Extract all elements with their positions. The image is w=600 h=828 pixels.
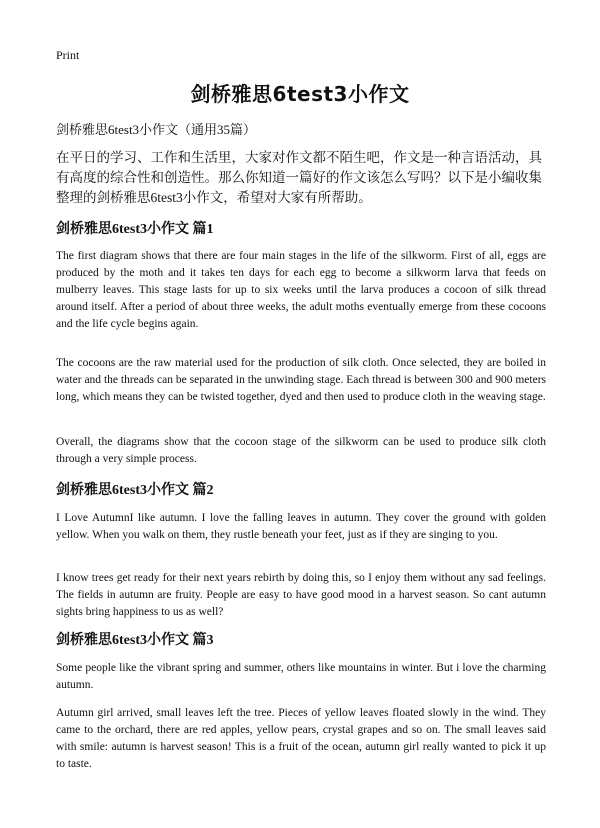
section-heading-2: 剑桥雅思6test3小作文 篇2 (56, 483, 214, 498)
section-1-paragraph-2: The cocoons are the raw material used for the production of silk cloth. Once selected, they are boiled in water and the threads can be separated in the unwinding stage. Each thread is between 300 and 900 meters long, which means they can be twisted together, dyed and then used to produce cloth in the weaving stage. (56, 357, 546, 403)
section-2-paragraph-2: I know trees get ready for their next years rebirth by doing this, so I enjoy them without any sad feelings. The fields in autumn are fruity. People are easy to have good mood in a harvest season. So cant autumn sights bring happiness to us as well? (56, 572, 546, 618)
section-1-paragraph-3: Overall, the diagrams show that the cocoon stage of the silkworm can be used to produce silk cloth through a very simple process. (56, 436, 546, 465)
section-heading-3: 剑桥雅思6test3小作文 篇3 (56, 633, 214, 648)
section-3-paragraph-1: Some people like the vibrant spring and summer, others like mountains in winter. But i love the charming autumn. (56, 662, 546, 691)
section-3-paragraph-2: Autumn girl arrived, small leaves left the tree. Pieces of yellow leaves floated slowly in the wind. They came to the orchard, there are red apples, yellow pears, crystal grapes and so on. The small leaves said with smile: autumn is harvest season! This is a fruit of the ocean, autumn girl really wanted to pick it up to taste. (56, 707, 546, 770)
section-1-paragraph-1: The first diagram shows that there are four main stages in the life of the silkworm. First of all, eggs are produced by the moth and it takes ten days for each egg to become a silkworm larva that feeds on mulberry leaves. This stage lasts for up to six weeks until the larva produces a cocoon of silk thread around itself. After a period of about three weeks, the adult moths eventually emerge from these cocoons and the life cycle begins again. (56, 250, 546, 330)
section-heading-1: 剑桥雅思6test3小作文 篇1 (56, 222, 214, 237)
page-title: 剑桥雅思6test3小作文 (190, 82, 410, 106)
section-2-paragraph-1: I Love AutumnI like autumn. I love the falling leaves in autumn. They cover the ground with golden yellow. When you walk on them, they rustle beneath your feet, just as if they are singing to you. (56, 512, 546, 541)
print-link[interactable]: Print (56, 48, 80, 62)
intro-paragraph: 在平日的学习、工作和生活里，大家对作文都不陌生吧，作文是一种言语活动，具有高度的综合性和创造性。那么你知道一篇好的作文该怎么写吗？以下是小编收集整理的剑桥雅思6test3小作文，希望对大家有所帮助。 (56, 150, 542, 205)
document-subtitle: 剑桥雅思6test3小作文（通用35篇） (56, 122, 257, 137)
